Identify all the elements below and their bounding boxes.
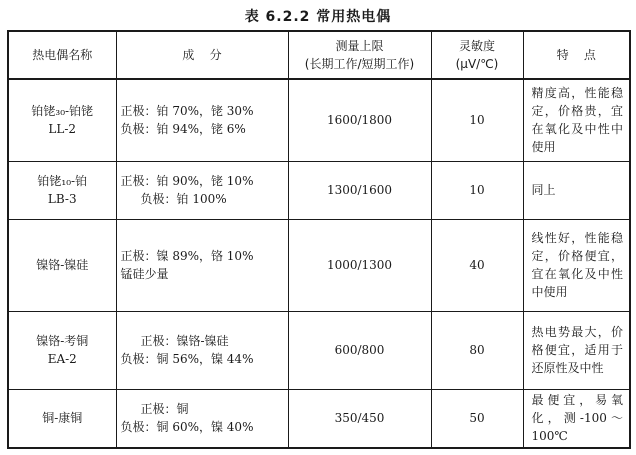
composition-line: 正极：铜	[140, 402, 189, 417]
cell-name	[8, 311, 116, 389]
cell-sensitivity: 10	[431, 79, 523, 161]
composition-line: 正极：镍 89%，铬 10%	[120, 249, 254, 263]
header-name: 热电偶名称	[8, 31, 116, 79]
header-limit-line2: (长期工作/短期工作)	[304, 57, 415, 71]
cell-features: 同上	[523, 161, 630, 219]
cell-sensitivity: 50	[431, 389, 523, 448]
cell-limit: 1600/1800	[288, 79, 431, 161]
cell-features: 最便宜，易氧化，测-100～100℃	[523, 389, 630, 448]
cell-sensitivity: 40	[431, 219, 523, 311]
cell-features: 精度高，性能稳定，价格贵，宜在氧化及中性中使用	[523, 79, 630, 161]
name-line: 铂铑₃₀-铂铑	[31, 104, 94, 119]
name-line: EA-2	[47, 352, 77, 366]
composition-line: 负极：铜 56%，镍 44%	[120, 352, 254, 366]
cell-composition	[116, 311, 288, 389]
cell-limit: 1300/1600	[288, 161, 431, 219]
cell-name	[8, 219, 116, 311]
table-row	[8, 161, 630, 219]
cell-features: 线性好，性能稳定，价格便宜，宜在氧化及中性中使用	[523, 219, 630, 311]
cell-limit: 1000/1300	[288, 219, 431, 311]
header-limit-line1: 测量上限	[335, 39, 384, 53]
thermocouple-table	[7, 30, 631, 449]
table-row	[8, 79, 630, 161]
cell-limit: 600/800	[288, 311, 431, 389]
header-sensitivity-line1: 灵敏度	[458, 39, 495, 53]
composition-line: 负极：铂 94%，铑 6%	[120, 122, 246, 137]
header-limit	[288, 31, 431, 79]
cell-composition	[116, 219, 288, 311]
composition-line: 锰硅少量	[120, 267, 169, 281]
cell-sensitivity: 80	[431, 311, 523, 389]
cell-limit: 350/450	[288, 389, 431, 448]
header-features: 特 点	[523, 31, 630, 79]
header-row	[8, 31, 630, 79]
table-row	[8, 311, 630, 389]
cell-name	[8, 79, 116, 161]
cell-name	[8, 389, 116, 448]
composition-line: 正极：镍铬-镍硅	[140, 334, 229, 348]
table-row	[8, 389, 630, 448]
cell-composition	[116, 161, 288, 219]
name-line: 铂铑₁₀-铂	[37, 174, 88, 188]
composition-line: 正极：铂 90%，铑 10%	[120, 174, 254, 188]
cell-features: 热电势最大，价格便宜，适用于还原性及中性	[523, 311, 630, 389]
composition-line: 正极：铂 70%，铑 30%	[120, 104, 254, 119]
composition-line: 负极：铂 100%	[140, 192, 227, 206]
name-line: LL-2	[48, 122, 77, 137]
header-sensitivity	[431, 31, 523, 79]
cell-composition	[116, 389, 288, 448]
cell-name	[8, 161, 116, 219]
cell-composition	[116, 79, 288, 161]
table-title: 表 6.2.2 常用热电偶	[244, 9, 392, 25]
name-line: LB-3	[47, 192, 77, 206]
composition-line: 负极：铜 60%，镍 40%	[120, 420, 254, 435]
header-composition: 成 分	[116, 31, 288, 79]
name-line: 镍铬-镍硅	[36, 258, 89, 272]
header-sensitivity-line2: (μV/℃)	[455, 57, 499, 71]
cell-sensitivity: 10	[431, 161, 523, 219]
name-line: 镍铬-考铜	[36, 334, 89, 348]
table-row	[8, 219, 630, 311]
name-line: 铜-康铜	[42, 411, 83, 426]
